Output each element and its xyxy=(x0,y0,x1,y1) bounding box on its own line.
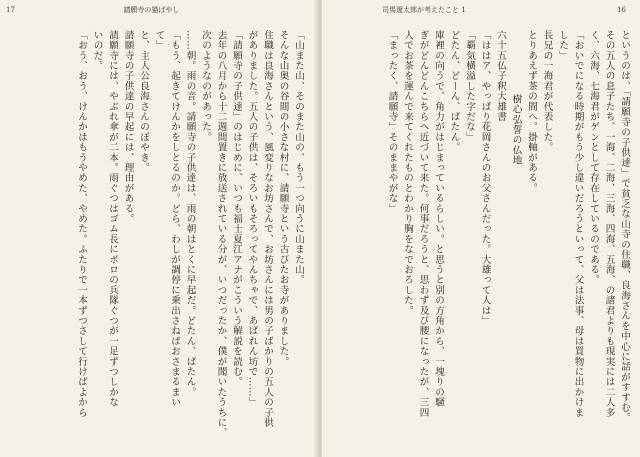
text-line: 「おいでになる時期がもう少し違いだろうといって、父は法事、母は買物に出かけま xyxy=(572,30,584,418)
text-line: した」 xyxy=(557,30,568,61)
text-line: 請願寺には、やぶれ傘が二本。雨ぐつはゴム長にボロの兵隊ぐつが一足ずつしかな xyxy=(107,30,118,408)
right-page-number: 16 xyxy=(617,6,626,14)
text-line: 「まったく、請願寺」そのままやがな」 xyxy=(386,30,398,214)
text-line: 「覇気横溢した字だな」 xyxy=(464,30,475,143)
text-line: その五人の息子たち、一海、二海、三海、四海、五海、の諸君よりも現実には二人多 xyxy=(603,30,615,418)
text-line: く、六海、七海君がゲンとして存在しているのである。 xyxy=(588,30,599,285)
text-line: て」 xyxy=(153,30,165,51)
text-line: ぎがどんどんこちらへ近づいて来た。何事だろうと、思わず及び腰になったが、三四 xyxy=(417,30,429,418)
left-header xyxy=(6,4,179,16)
text-line: 住職は良海さんという、風変りなお坊さんで、お坊さんには男の子ばかりの五人の子供 xyxy=(262,30,273,428)
text-line: と、主人公良海さんのぼやき。 xyxy=(138,30,149,173)
text-line: 庫裡の向うで、角力がはじまっているらしい。と思うと別の方角から、一塊りの騒 xyxy=(433,30,444,408)
right-running-title: 司馬遼太郎が考えたこと 1 xyxy=(382,6,466,14)
text-line: 「おう、おう、けんかはもうやめた、やめた。ふたりで一本ずつさして行けばよから xyxy=(76,30,87,418)
text-line: 六十五仏子釈大雄書 xyxy=(495,30,506,122)
right-header xyxy=(382,4,466,16)
right-page-number-wrap xyxy=(617,4,626,16)
text-line: ……朝。雨の音。請願寺の子供達は、雨の朝はとくに早起だ。どたん、ばたん。 xyxy=(184,30,196,398)
left-page-body xyxy=(16,30,306,442)
text-line: がありました。五人の子供は、そろいもそろってやんちゃで、あばれん坊で……」 xyxy=(246,30,258,408)
left-page-number: 17 xyxy=(6,6,15,14)
left-running-title: 請願寺の猫ばやし xyxy=(123,6,180,14)
text-line: 人でお茶を運んで来てくれたものとわかり胸をなでおろした。 xyxy=(402,30,413,316)
text-line: 長兄の一海君が代表した。 xyxy=(541,30,553,153)
text-line: 「もう、起きてけんかをしとるのか。どら、わしが調停に乗出さねばおさまるまい xyxy=(169,30,180,408)
text-line: 請願寺の子供達の早起には、理由がある。 xyxy=(122,30,134,224)
text-line: 次のようなのがあった。 xyxy=(200,30,211,143)
text-line: とりあえず茶の間へ。掛軸がある。 xyxy=(526,30,537,194)
right-page-body xyxy=(332,30,632,442)
text-line: どたん、どーん、ばたん。 xyxy=(448,30,460,153)
text-line: そんな山奥の谷間の小さな村に、請願寺という古びたお寺がありました。 xyxy=(277,30,289,367)
left-page xyxy=(0,0,316,457)
text-line: というのは、「請願寺の子供達」で貧乏な山寺の住職、良海さんを中心に話がすすむ。 xyxy=(619,30,630,423)
text-line: 「請願寺の子供達」のはじめに、いつも福士夏江アナがこういう解説を読む。 xyxy=(231,30,242,387)
text-line: 「山また山、そのまた山の、もう一つ向うに山また山。 xyxy=(293,30,304,285)
text-line: 「ははア、やっぱり花岡さんのお父さんだった。大雄って人は」 xyxy=(479,30,491,326)
right-page xyxy=(322,0,640,457)
text-line: いのだ。 xyxy=(91,30,103,71)
text-line: 去年の八月から十二週間置きに放送されている分が、いつだったか、僕が聞いたうちに、 xyxy=(215,30,227,438)
text-line: 樹心弘誓の仏地 xyxy=(510,94,522,166)
